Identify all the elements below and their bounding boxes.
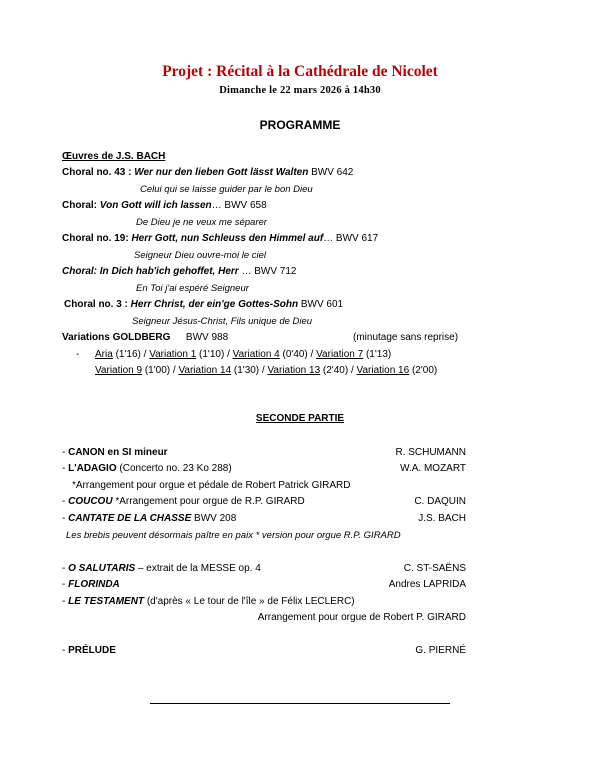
choral-translation: De Dieu je ne veux me séparer xyxy=(136,217,267,228)
variation-separator: / xyxy=(307,349,317,360)
work-title: O SALUTARIS xyxy=(68,563,136,574)
goldberg-note: (minutage sans reprise) xyxy=(353,332,459,343)
choral-43 xyxy=(62,167,353,178)
item-dash: - xyxy=(62,496,69,507)
choral-catalog: … BWV 712 xyxy=(238,266,297,277)
work-title: CANON en SI mineur xyxy=(68,447,168,458)
item-dash: - xyxy=(62,579,69,590)
variation-time: (1'13) xyxy=(363,349,392,360)
composer-mozart: W.A. MOZART xyxy=(400,463,466,474)
florinda-line xyxy=(62,579,120,590)
work-title: PRÉLUDE xyxy=(68,645,116,656)
variation-separator: / xyxy=(140,349,150,360)
choral-prefix: Choral no. 19: xyxy=(62,233,132,244)
composer-schumann: R. SCHUMANN xyxy=(395,447,466,458)
bottom-divider xyxy=(150,703,450,704)
adagio-arrangement: *Arrangement pour orgue et pédale de Robert Patrick GIRARD xyxy=(72,480,351,491)
variation-name: Variation 13 xyxy=(267,365,321,376)
composer-bach: J.S. BACH xyxy=(418,513,466,524)
variation-separator: / xyxy=(224,349,233,360)
choral-title: Herr Christ, der ein'ge Gottes-Sohn xyxy=(130,299,299,310)
item-dash: - xyxy=(62,645,69,656)
cantate-note: Les brebis peuvent désormais paître en paix * version pour orgue R.P. GIRARD xyxy=(66,530,401,541)
coucou-line xyxy=(62,496,305,507)
goldberg-variations-row-2 xyxy=(95,365,437,376)
item-dash: - xyxy=(62,463,69,474)
choral-prefix: Choral no. 43 : xyxy=(62,167,135,178)
work-detail: *Arrangement pour orgue de R.P. GIRARD xyxy=(112,496,305,507)
seconde-partie-heading: SECONDE PARTIE xyxy=(255,413,345,424)
page-title: Projet : Récital à la Cathédrale de Nicolet xyxy=(162,63,438,80)
work-detail: – extrait de la MESSE op. 4 xyxy=(135,563,261,574)
variation-name: Variation 7 xyxy=(316,349,364,360)
composer-daquin: C. DAQUIN xyxy=(414,496,466,507)
choral-prefix: Choral: xyxy=(62,200,100,211)
variation-name: Variation 9 xyxy=(95,365,143,376)
goldberg-catalog: BWV 988 xyxy=(185,332,229,343)
variation-name: Variation 16 xyxy=(356,365,410,376)
work-detail: (Concerto no. 23 Ko 288) xyxy=(116,463,232,474)
cantate-line xyxy=(62,513,236,524)
choral-catalog: … BWV 617 xyxy=(323,233,379,244)
composer-pierne: G. PIERNÉ xyxy=(415,645,466,656)
choral-translation: En Toi j'ai espéré Seigneur xyxy=(136,283,249,294)
variation-name: Variation 1 xyxy=(149,349,197,360)
choral-catalog: … BWV 658 xyxy=(211,200,267,211)
item-dash: - xyxy=(62,563,69,574)
prelude-line xyxy=(62,645,116,656)
canon-line xyxy=(62,447,168,458)
choral-translation: Seigneur Jésus-Christ, Fils unique de Dieu xyxy=(132,316,313,327)
bach-section-title: Œuvres de J.S. BACH xyxy=(62,151,166,162)
variation-time: (1'16) xyxy=(112,349,141,360)
variation-time: (1'30) xyxy=(231,365,260,376)
work-detail: (d'après « Le tour de l'île » de Félix LECLERC) xyxy=(144,596,355,607)
choral-prefix: Choral: xyxy=(62,266,100,277)
variation-separator: / xyxy=(348,365,357,376)
testament-line xyxy=(62,596,355,607)
goldberg-dash: - xyxy=(76,349,80,360)
work-title: FLORINDA xyxy=(68,579,120,590)
choral-von-gott xyxy=(62,200,267,211)
variation-name: Variation 14 xyxy=(178,365,232,376)
choral-prefix: Choral no. 3 : xyxy=(64,299,131,310)
variation-separator: / xyxy=(259,365,268,376)
variation-name: Aria xyxy=(95,349,113,360)
choral-in-dich xyxy=(62,266,296,277)
choral-19 xyxy=(62,233,378,244)
variation-time: (2'40) xyxy=(320,365,349,376)
variation-time: (0'40) xyxy=(279,349,308,360)
item-dash: - xyxy=(62,596,69,607)
event-date: Dimanche le 22 mars 2026 à 14h30 xyxy=(219,85,381,96)
work-title: COUCOU xyxy=(68,496,113,507)
variation-time: (1'10) xyxy=(196,349,225,360)
choral-translation: Seigneur Dieu ouvre-moi le ciel xyxy=(134,250,267,261)
choral-translation: Celui qui se laisse guider par le bon Dieu xyxy=(140,184,313,195)
variation-time: (1'00) xyxy=(142,365,171,376)
item-dash: - xyxy=(62,513,69,524)
testament-arrangement: Arrangement pour orgue de Robert P. GIRARD xyxy=(257,612,466,623)
goldberg-line xyxy=(62,332,228,343)
choral-title: Herr Gott, nun Schleuss den Himmel auf xyxy=(131,233,324,244)
variation-separator: / xyxy=(170,365,179,376)
choral-catalog: BWV 642 xyxy=(308,167,354,178)
work-detail: BWV 208 xyxy=(191,513,237,524)
adagio-line xyxy=(62,463,232,474)
work-title: L'ADAGIO xyxy=(68,463,117,474)
work-title: LE TESTAMENT xyxy=(68,596,145,607)
item-dash: - xyxy=(62,447,69,458)
programme-heading: PROGRAMME xyxy=(259,118,341,132)
choral-title: Von Gott will ich lassen xyxy=(99,200,212,211)
choral-title: Wer nur den lieben Gott lässt Walten xyxy=(134,167,309,178)
choral-catalog: BWV 601 xyxy=(298,299,344,310)
choral-3 xyxy=(64,299,343,310)
goldberg-variations-row-1 xyxy=(95,349,391,360)
choral-title: In Dich hab'ich gehoffet, Herr xyxy=(99,266,239,277)
variation-name: Variation 4 xyxy=(232,349,280,360)
variation-time: (2'00) xyxy=(409,365,438,376)
work-title: CANTATE DE LA CHASSE xyxy=(68,513,192,524)
composer-laprida: Andres LAPRIDA xyxy=(388,579,466,590)
composer-saint-saens: C. ST-SAËNS xyxy=(403,563,466,574)
goldberg-title: Variations GOLDBERG xyxy=(62,332,171,343)
salutaris-line xyxy=(62,563,261,574)
